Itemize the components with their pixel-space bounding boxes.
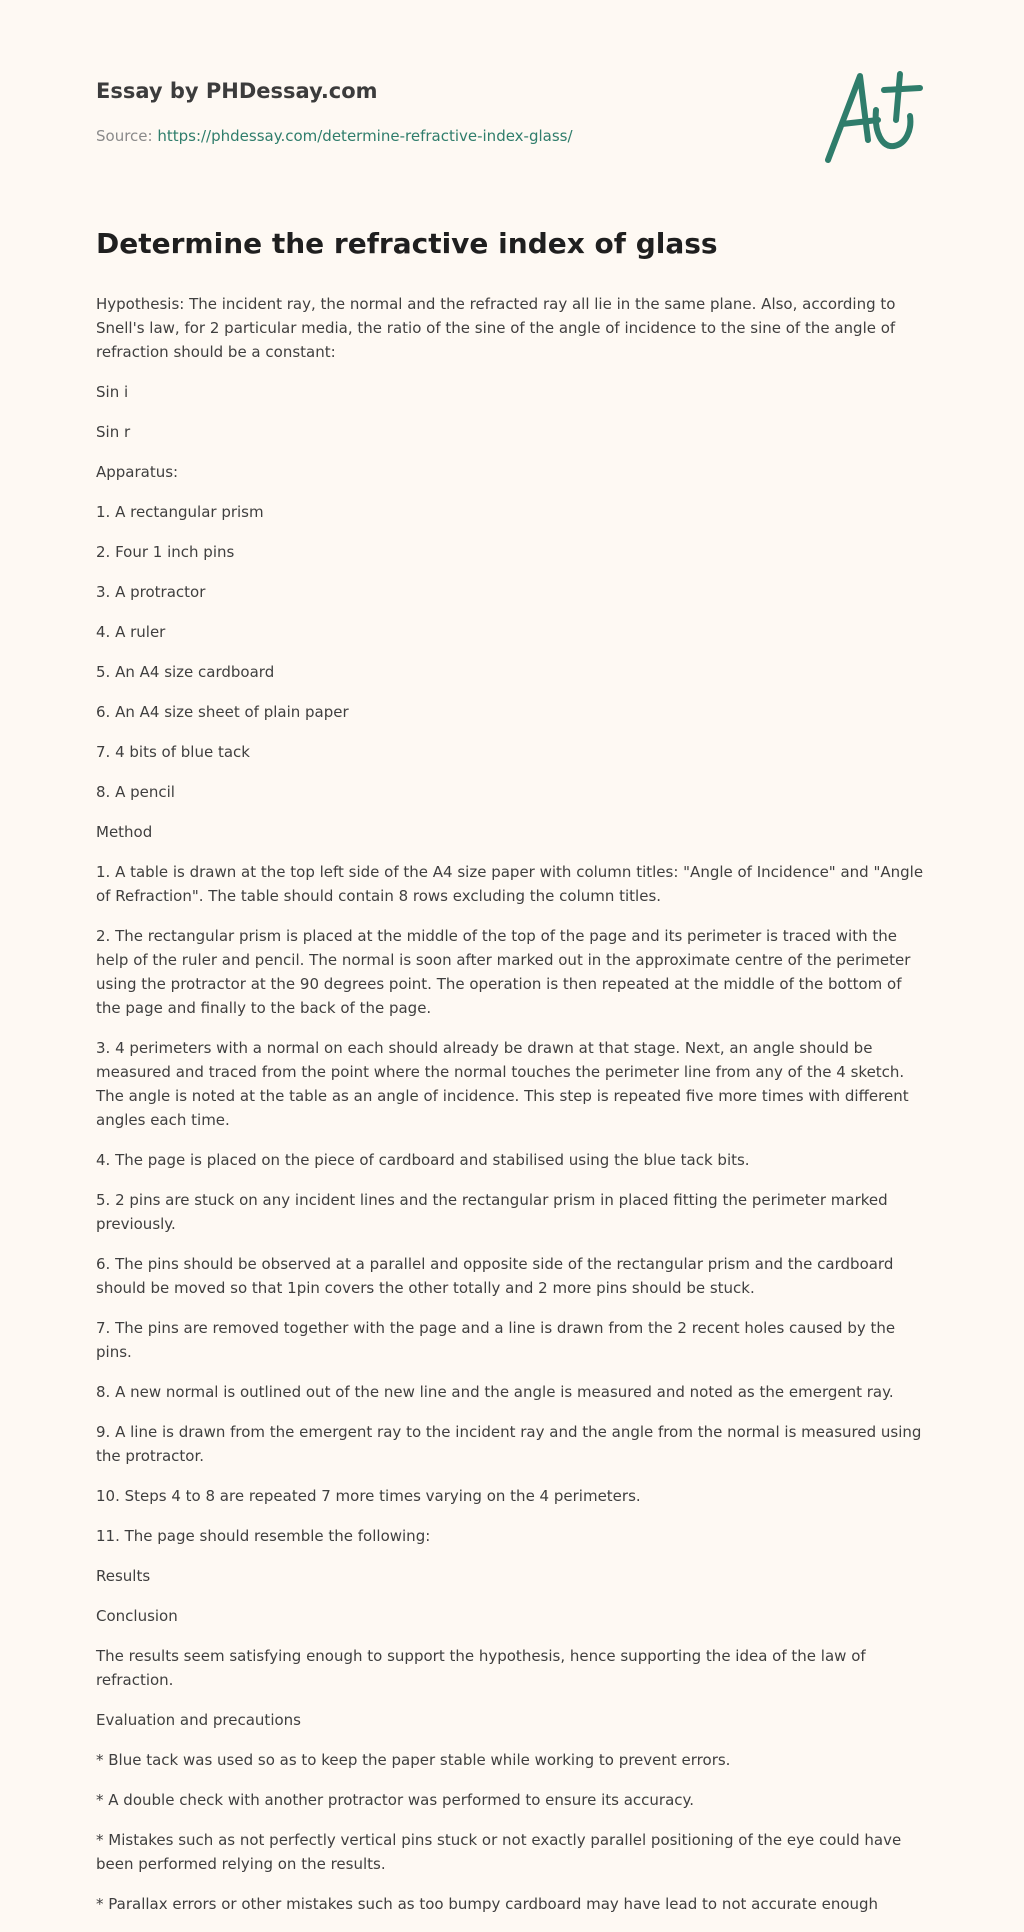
essay-paragraph: 5. An A4 size cardboard	[96, 663, 275, 681]
essay-paragraph: * Parallax errors or other mistakes such as too bumpy cardboard may have lead to not accurate enough	[96, 1895, 879, 1913]
essay-paragraph: Conclusion	[96, 1607, 178, 1625]
essay-paragraph: 7. The pins are removed together with the page and a line is drawn from the 2 recent holes caused by the pins.	[96, 1319, 896, 1361]
essay-paragraph: Method	[96, 823, 153, 841]
essay-paragraph: 11. The page should resemble the following:	[96, 1527, 431, 1545]
essay-paragraph: 9. A line is drawn from the emergent ray to the incident ray and the angle from the normal is measured using the protractor.	[96, 1423, 922, 1465]
essay-paragraph: 7. 4 bits of blue tack	[96, 743, 250, 761]
essay-paragraph: 3. 4 perimeters with a normal on each should already be drawn at that stage. Next, an angle should be measured and traced from the point where the normal touches the perimeter line from any of the 4 sketch. The angle is noted at the table as an angle of incidence. This step is repeated five more times with different angles each time.	[96, 1039, 909, 1129]
essay-paragraph: 1. A rectangular prism	[96, 503, 264, 521]
a-plus-logo-icon	[824, 70, 928, 166]
essay-body	[96, 292, 928, 1916]
essay-paragraph: 4. A ruler	[96, 623, 166, 641]
essay-paragraph: Evaluation and precautions	[96, 1711, 301, 1729]
essay-paragraph: Sin r	[96, 423, 131, 441]
source-label: Source:	[96, 127, 158, 145]
essay-paragraph: 6. The pins should be observed at a parallel and opposite side of the rectangular prism and the cardboard should be moved so that 1pin covers the other totally and 2 more pins should be stuck.	[96, 1255, 894, 1297]
essay-paragraph: 6. An A4 size sheet of plain paper	[96, 703, 349, 721]
essay-paragraph: Hypothesis: The incident ray, the normal and the refracted ray all lie in the same plane. Also, according to Snell's law, for 2 particular media, the ratio of the sine of the angle of incidence to the sine of the angle of refraction should be a constant:	[96, 295, 896, 361]
essay-paragraph: * Mistakes such as not perfectly vertical pins stuck or not exactly parallel positioning of the eye could have been performed relying on the results.	[96, 1831, 902, 1873]
essay-paragraph: 2. Four 1 inch pins	[96, 543, 235, 561]
essay-paragraph: 2. The rectangular prism is placed at the middle of the top of the page and its perimeter is traced with the help of the ruler and pencil. The normal is soon after marked out in the approximate centre of the perimeter using the protractor at the 90 degrees point. The operation is then repeated at the middle of the bottom of the page and finally to the back of the page.	[96, 927, 911, 1017]
essay-paragraph: Apparatus:	[96, 463, 179, 481]
brand-title: Essay by PHDessay.com	[96, 79, 378, 103]
essay-paragraph: 3. A protractor	[96, 583, 206, 601]
essay-paragraph: Results	[96, 1567, 151, 1585]
essay-paragraph: 10. Steps 4 to 8 are repeated 7 more times varying on the 4 perimeters.	[96, 1487, 641, 1505]
essay-title: Determine the refractive index of glass	[96, 227, 718, 260]
essay-paragraph: 1. A table is drawn at the top left side of the A4 size paper with column titles: "Angle of Incidence" and "Angle of Refraction". The table should contain 8 rows excluding the column titles.	[96, 863, 924, 905]
essay-paragraph: The results seem satisfying enough to support the hypothesis, hence supporting the idea of the law of refraction.	[96, 1647, 866, 1689]
essay-paragraph: * A double check with another protractor was performed to ensure its accuracy.	[96, 1791, 695, 1809]
essay-paragraph: * Blue tack was used so as to keep the paper stable while working to prevent errors.	[96, 1751, 731, 1769]
essay-paragraph: 5. 2 pins are stuck on any incident lines and the rectangular prism in placed fitting the perimeter marked previously.	[96, 1191, 888, 1233]
essay-paragraph: 8. A new normal is outlined out of the new line and the angle is measured and noted as the emergent ray.	[96, 1383, 894, 1401]
essay-paragraph: 4. The page is placed on the piece of cardboard and stabilised using the blue tack bits.	[96, 1151, 750, 1169]
source-line	[96, 126, 928, 146]
page-header	[96, 76, 928, 146]
essay-paragraph: Sin i	[96, 383, 129, 401]
essay-paragraph: 8. A pencil	[96, 783, 175, 801]
essay-content	[96, 222, 928, 1932]
source-link[interactable]: https://phdessay.com/determine-refractive-index-glass/	[157, 127, 573, 145]
